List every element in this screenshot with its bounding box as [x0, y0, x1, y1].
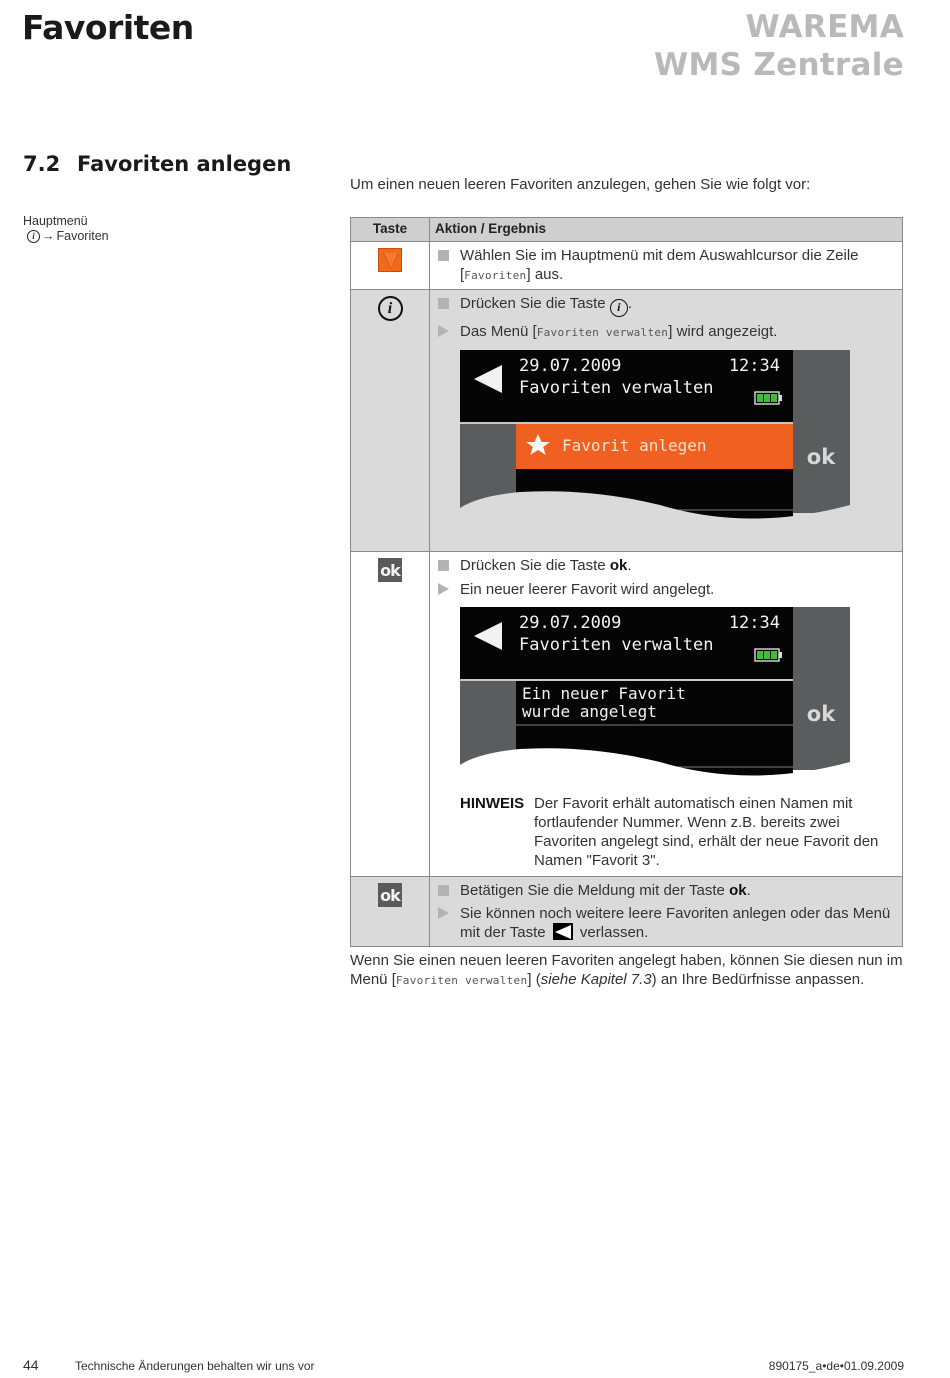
- outro-part: ] (: [527, 971, 541, 988]
- device-side-panel: [793, 607, 850, 770]
- note-block: [460, 794, 896, 870]
- product-name: WMS Zentrale: [653, 47, 904, 83]
- menu-name: Favoriten: [464, 269, 527, 282]
- key-name: ok: [609, 557, 628, 574]
- screen-date: 29.07.2009: [519, 355, 622, 376]
- square-bullet-icon: [438, 250, 449, 261]
- chapter-title: Favoriten: [22, 8, 194, 47]
- screen-menu-title: Favoriten verwalten: [519, 635, 714, 655]
- list-item: [436, 294, 896, 317]
- info-icon: i: [610, 299, 628, 317]
- device-screen: [460, 350, 850, 525]
- info-icon: i: [27, 230, 40, 243]
- footer-note: Technische Änderungen behalten wir uns vor: [75, 1359, 315, 1373]
- col-key-header: Taste: [351, 218, 430, 242]
- table-row: [351, 552, 903, 877]
- menu-name: Favoriten verwalten: [395, 974, 528, 987]
- back-key-icon: [553, 923, 573, 940]
- screen-message-line2: wurde angelegt: [522, 702, 657, 721]
- menu-path-main: Hauptmenü: [23, 214, 88, 228]
- step-text: Ein neuer leerer Favorit wird angelegt.: [460, 581, 715, 598]
- table-row: [351, 242, 903, 290]
- section-title: Favoriten anlegen: [77, 152, 292, 176]
- ok-label: ok: [806, 702, 836, 726]
- document-reference: 890175_a•de•01.09.2009: [768, 1359, 904, 1373]
- intro-text: Um einen neuen leeren Favoriten anzulegen, gehen Sie wie folgt vor:: [350, 176, 811, 193]
- key-cell: [351, 877, 430, 947]
- ok-key-icon: ok: [378, 558, 402, 582]
- result-arrow-icon: [438, 325, 449, 337]
- col-action-header: Aktion / Ergebnis: [430, 218, 903, 242]
- step-text: Drücken Sie die Taste: [460, 557, 610, 574]
- menu-path: [23, 214, 109, 244]
- step-text: Drücken Sie die Taste: [460, 295, 610, 312]
- square-bullet-icon: [438, 560, 449, 571]
- outro-part: Wenn Sie einen neuen leeren Favoriten angelegt haben, können Sie diesen nun im Menü [: [350, 952, 903, 988]
- step-text: ] wird angezeigt.: [668, 322, 778, 340]
- outro-part: ) an Ihre Bedürfnisse anpassen.: [651, 971, 865, 988]
- brand-name: WAREMA: [745, 9, 904, 45]
- action-cell: [430, 877, 903, 947]
- step-text: Betätigen Sie die Meldung mit der Taste: [460, 882, 730, 899]
- ok-label: ok: [806, 444, 836, 469]
- list-item: [436, 556, 896, 575]
- cursor-down-key-icon: [378, 248, 402, 272]
- result-arrow-icon: [438, 907, 449, 919]
- key-name: ok: [729, 882, 747, 899]
- step-text: .: [627, 557, 632, 574]
- step-text: Das Menü [: [460, 322, 537, 340]
- key-cell: [351, 552, 430, 877]
- menu-path-sub-label: Favoriten: [56, 229, 109, 243]
- step-text: Sie können noch weitere leere Favoriten anlegen oder das Menü mit der Taste: [460, 905, 891, 941]
- menu-path-arrow-icon: →: [42, 229, 55, 243]
- device-side-panel: [793, 350, 850, 513]
- list-item: [436, 322, 896, 342]
- step-text: .: [627, 295, 632, 312]
- screen-message-line1: Ein neuer Favorit: [522, 684, 686, 703]
- page-number: 44: [23, 1357, 39, 1373]
- table-row: [351, 877, 903, 947]
- section-number: 7.2: [23, 152, 61, 176]
- table-header-row: [351, 218, 903, 242]
- chapter-reference: siehe Kapitel 7.3: [540, 971, 652, 988]
- outro-text: [350, 951, 906, 990]
- action-cell: [430, 290, 903, 552]
- list-item: [436, 881, 896, 900]
- info-key-icon: i: [378, 296, 403, 321]
- screen-time: 12:34: [728, 355, 780, 376]
- brand-block: [654, 8, 904, 84]
- step-text: .: [746, 882, 751, 899]
- ok-key-icon: ok: [378, 883, 402, 907]
- device-screen: [460, 607, 850, 782]
- menu-path-sub: [27, 229, 109, 244]
- steps-table: [350, 217, 903, 947]
- screen-date: 29.07.2009: [519, 613, 622, 633]
- square-bullet-icon: [438, 885, 449, 896]
- step-text: verlassen.: [575, 924, 649, 941]
- table-row: [351, 290, 903, 552]
- action-cell: [430, 242, 903, 290]
- note-label: HINWEIS: [460, 795, 525, 812]
- step-text: Wählen Sie im Hauptmenü mit dem Auswahlcursor die Zeile [: [460, 247, 859, 283]
- step-text: ] aus.: [526, 266, 564, 283]
- screen-menu-title: Favoriten verwalten: [519, 377, 714, 398]
- square-bullet-icon: [438, 298, 449, 309]
- key-cell: [351, 242, 430, 290]
- action-cell: [430, 552, 903, 877]
- list-item: [436, 580, 896, 599]
- list-item: [436, 246, 896, 285]
- menu-name: Favoriten verwalten: [536, 325, 669, 339]
- screen-time: 12:34: [728, 613, 780, 633]
- list-item: [436, 904, 896, 942]
- note-text: Der Favorit erhält automatisch einen Namen mit fortlaufender Nummer. Wenn z.B. bereits zwei Favoriten angelegt sind, erhält der neue Favorit den Namen "Favorit 3".: [534, 795, 879, 869]
- result-arrow-icon: [438, 583, 449, 595]
- screen-menu-item: Favorit anlegen: [562, 435, 707, 455]
- key-cell: [351, 290, 430, 552]
